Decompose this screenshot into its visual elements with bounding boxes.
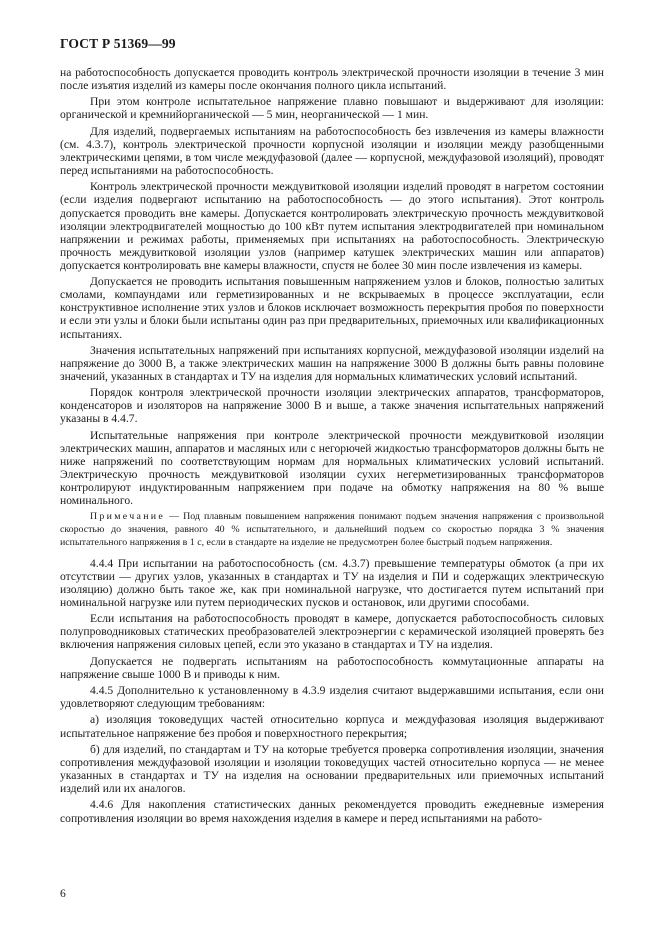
paragraph: Порядок контроля электрической прочности изоляции электрических аппаратов, трансформаторов, конденсаторов и изоляторов на напряжение 3000 В и выше, а также значения испытательных напряжений указаны в 4.4.7. bbox=[60, 386, 604, 426]
paragraph: а) изоляция токоведущих частей относительно корпуса и междуфазовая изоляция выдерживают испытательное напряжение без пробоя и поверхностного перекрытия; bbox=[60, 713, 604, 740]
page-number: 6 bbox=[60, 887, 66, 900]
paragraph: Для изделий, подвергаемых испытаниям на работоспособность без извлечения из камеры влажности (см. 4.3.7), контроль электрической прочности корпусной изоляции и изоляции между разобщенными электрическими цепями, в том числе междуфазовой (далее — корпусной, междуфазовой изоляций), проводят перед испытаниями на работоспособность. bbox=[60, 124, 604, 178]
paragraph: При этом контроле испытательное напряжение плавно повышают и выдерживают для изоляции: органической и кремнийорганической — 5 мин, неорганической — 1 мин. bbox=[60, 95, 604, 122]
paragraph: Контроль электрической прочности междувитковой изоляции изделий проводят в нагретом состоянии (если изделия подвергают испытанию на работоспособность — до этого испытания). Этот контроль допускается проводить вне камеры. Допускается контролировать электрическую прочность междувитковой изоляции электродвигателей мощностью до 100 кВт путем испытания электродвигателей при номинальном напряжении и режимах работы, применяемых при испытаниях на работоспособность. Электрическую прочность междувитковой изоляции узлов (например катушек электрических машин или аппаратов) допускается контролировать вне камеры влажности, спустя не более 30 мин после извлечения из камеры. bbox=[60, 180, 604, 272]
paragraph: 4.4.6 Для накопления статистических данных рекомендуется проводить ежедневные измерения сопротивления изоляции во время нахождения изделия в камере и перед испытаниями на работо- bbox=[60, 798, 604, 825]
paragraph: Значения испытательных напряжений при испытаниях корпусной, междуфазовой изоляции изделий на напряжение до 3000 В, а также электрических машин на напряжение 3000 В должны быть равны половине значений, указанных в стандартах и ТУ на изделия для нормальных климатических условий испытаний. bbox=[60, 343, 604, 383]
note bbox=[60, 511, 604, 549]
paragraph: Если испытания на работоспособность проводят в камере, допускается работоспособность силовых полупроводниковых статических преобразователей электроэнергии с керамической изоляцией проверять без включения напряжения силовых цепей, если это указано в стандартах и ТУ на изделия. bbox=[60, 612, 604, 652]
paragraph: Испытательные напряжения при контроле электрической прочности междувитковой изоляции электрических машин, аппаратов и масляных или с негорючей жидкостью трансформаторов должны быть не ниже напряжений по соответствующим нормам для нормальных климатических условий испытаний. Электрическую прочность междувитковой изоляции сухих негерметизированных трансформаторов контролируют индуктированным напряжением при подаче на обмотку напряжения на 80 % выше номинального. bbox=[60, 428, 604, 508]
note-label: Примечание bbox=[90, 511, 166, 523]
paragraph: Допускается не подвергать испытаниям на работоспособность коммутационные аппараты на напряжение свыше 1000 В и приводы к ним. bbox=[60, 654, 604, 681]
paragraph: 4.4.4 При испытании на работоспособность (см. 4.3.7) превышение температуры обмоток (а при их отсутствии — других узлов, указанных в стандартах и ТУ на изделия и ПИ и содержащих электрическую изоляцию) должно быть такое же, как при номинальной нагрузке, что достигается путем испытаний при номинальной нагрузке или путем периодических пусков и остановок, или другими способами. bbox=[60, 556, 604, 609]
paragraph: б) для изделий, по стандартам и ТУ на которые требуется проверка сопротивления изоляции, значения сопротивления междуфазовой изоляции и изоляции токоведущих частей относительно корпуса — не менее указанных в стандартах и ТУ на изделия на основании предварительных или приемочных испытаний изделий или их аналогов. bbox=[60, 742, 604, 796]
note-text: — Под плавным повышением напряжения понимают подъем значения напряжения с произвольной скоростью до значения, равного 40 % испытательного, и дальнейший подъем со скоростью порядка 3 % значения испытательного напряжения в 1 с, если в стандарте на изделие не предусмотрен более быстрый подъем напряжения. bbox=[60, 511, 604, 548]
paragraph: Допускается не проводить испытания повышенным напряжением узлов и блоков, полностью залитых смолами, компаундами или герметизированных и не вскрываемых в процессе эксплуатации, если конструктивное исполнение этих узлов и блоков исключает возможность перекрытия пробоя по поверхности и если эти узлы и блоки были испытаны один раз при предварительных, приемочных или квалификационных испытаниях. bbox=[60, 275, 604, 341]
paragraph: на работоспособность допускается проводить контроль электрической прочности изоляции в течение 3 мин после изъятия изделий из камеры после окончания полного цикла испытаний. bbox=[60, 66, 604, 93]
body-text bbox=[60, 66, 604, 828]
paragraph: 4.4.5 Дополнительно к установленному в 4.3.9 изделия считают выдержавшими испытания, если они удовлетворяют следующим требованиям: bbox=[60, 684, 604, 711]
doc-code-header: ГОСТ Р 51369—99 bbox=[60, 36, 176, 51]
